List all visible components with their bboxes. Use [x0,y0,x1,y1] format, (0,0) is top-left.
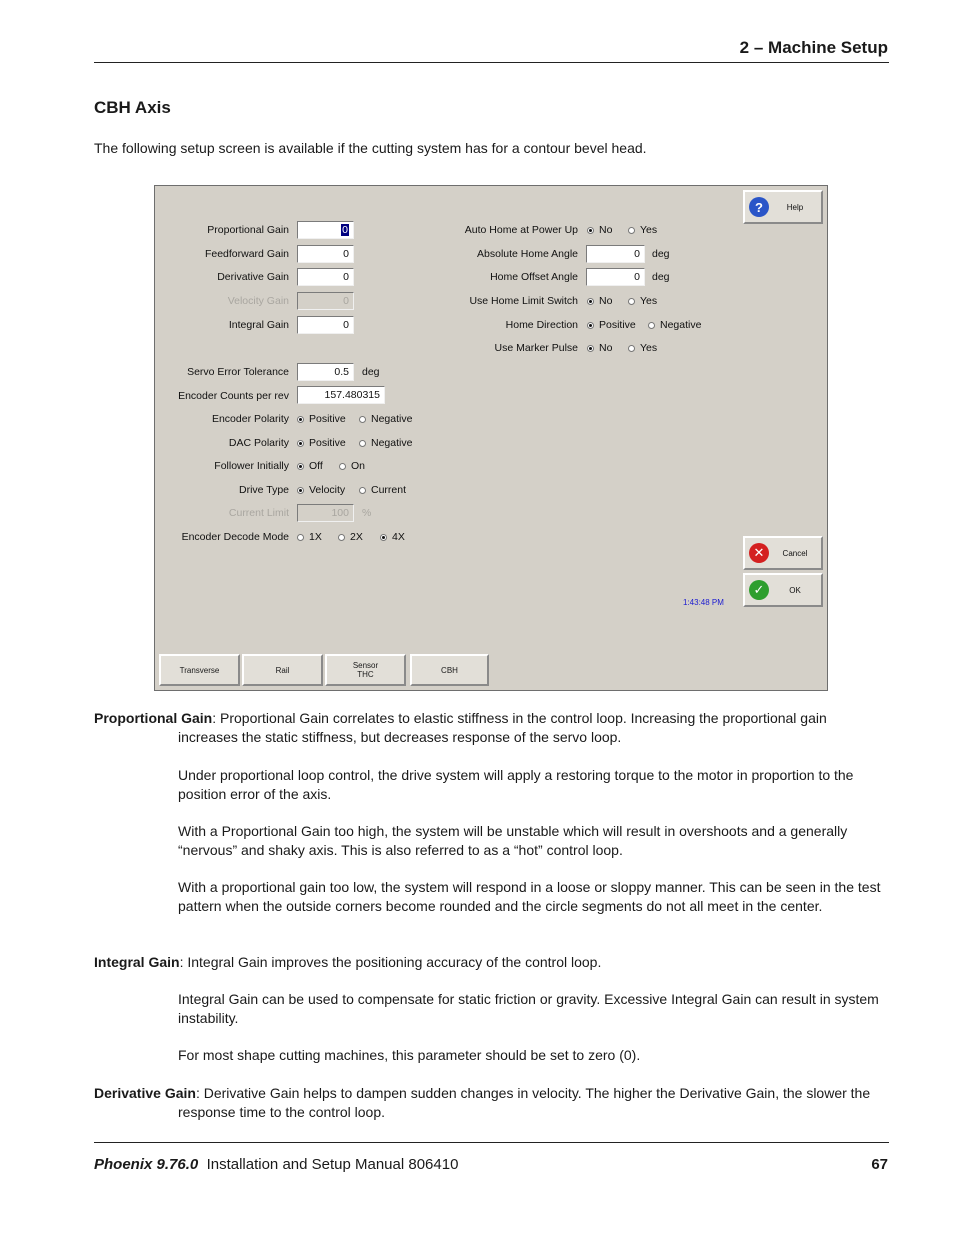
radio-label: Positive [599,319,636,331]
servo-error-tolerance-label: Servo Error Tolerance [187,366,289,378]
proportional-gain-value: 0 [342,224,348,236]
derivative-gain-label: Derivative Gain [217,271,289,283]
home-limit-yes-radio[interactable] [628,295,657,307]
follower-on-radio[interactable] [339,460,365,472]
current-limit-input: 100 [297,504,354,522]
radio-label: No [599,224,613,236]
chapter-heading: 2 – Machine Setup [739,38,888,57]
radio-label: Current [371,484,407,496]
encoder-polarity-positive-radio[interactable] [297,413,346,425]
term: Proportional Gain [94,710,213,726]
ok-button[interactable] [743,573,823,607]
encoder-polarity-negative-radio[interactable] [359,413,412,425]
radio-label: 2X [350,531,363,543]
drive-type-velocity-radio[interactable] [297,484,345,496]
decode-1x-radio[interactable] [297,531,322,543]
radio-label: Negative [371,437,413,449]
servo-error-tolerance-input[interactable]: 0.5 [297,363,354,381]
help-button[interactable] [743,190,823,224]
tab-sensor-thc[interactable] [325,654,406,686]
radio-icon [359,440,366,447]
page-number: 67 [871,1156,888,1173]
radio-selected-icon [587,298,594,305]
definition: : Proportional Gain correlates to elastic stiffness in the control loop. Increasing the proportional gain increases the static stiffness, but decreases response of the servo loop. [178,710,827,745]
home-limit-no-radio[interactable] [587,295,612,307]
radio-icon [359,416,366,423]
radio-selected-icon [297,463,304,470]
proportional-gain-label: Proportional Gain [207,224,289,236]
cancel-icon: ✕ [749,543,769,563]
intro-text: The following setup screen is available if the cutting system has for a contour bevel head. [94,140,647,156]
term: Derivative Gain [94,1085,196,1101]
integral-gain-input[interactable]: 0 [297,316,354,334]
integral-gain-label: Integral Gain [228,319,289,331]
integral-gain-definition [94,953,889,972]
absolute-home-angle-input[interactable]: 0 [586,245,645,263]
clock: 1:43:48 PM [683,598,724,607]
cancel-button[interactable] [743,536,823,570]
home-offset-angle-unit: deg [652,271,670,283]
dac-polarity-positive-radio[interactable] [297,437,346,449]
radio-label: 4X [392,531,405,543]
footer-rule [94,1142,889,1143]
use-home-limit-label: Use Home Limit Switch [469,295,578,307]
radio-icon [628,345,635,352]
tab-cbh[interactable]: CBH [410,654,489,686]
paragraph: For most shape cutting machines, this parameter should be set to zero (0). [178,1047,641,1063]
radio-icon [359,487,366,494]
tab-label-line2: THC [357,670,374,679]
header-rule [94,62,889,63]
radio-selected-icon [297,440,304,447]
dac-polarity-label: DAC Polarity [228,437,289,449]
radio-label: Positive [309,437,346,449]
tab-rail[interactable]: Rail [242,654,323,686]
use-marker-pulse-label: Use Marker Pulse [494,342,578,354]
radio-label: Positive [309,413,346,425]
radio-icon [628,298,635,305]
cancel-button-label: Cancel [782,548,808,558]
home-direction-negative-radio[interactable] [648,319,701,331]
encoder-decode-mode-label: Encoder Decode Mode [181,531,289,543]
radio-selected-icon [297,416,304,423]
servo-error-unit: deg [362,366,380,378]
product-name: Phoenix 9.76.0 [94,1156,199,1173]
encoder-counts-label: Encoder Counts per rev [178,390,289,402]
radio-selected-icon [380,534,387,541]
radio-label: Negative [660,319,702,331]
radio-label: Yes [640,224,658,236]
radio-label: Off [309,460,323,472]
radio-label: 1X [309,531,322,543]
absolute-home-angle-unit: deg [652,248,670,260]
radio-selected-icon [587,322,594,329]
definition: : Integral Gain improves the positioning accuracy of the control loop. [179,954,602,970]
velocity-gain-input: 0 [297,292,354,310]
home-offset-angle-label: Home Offset Angle [490,271,578,283]
radio-selected-icon [297,487,304,494]
term: Integral Gain [94,954,180,970]
marker-pulse-yes-radio[interactable] [628,342,657,354]
home-direction-positive-radio[interactable] [587,319,636,331]
ok-button-label: OK [789,585,801,595]
setup-screen [154,185,828,691]
encoder-counts-input[interactable]: 157.480315 [297,386,385,404]
radio-icon [297,534,304,541]
radio-label: No [599,342,613,354]
drive-type-label: Drive Type [239,484,289,496]
radio-icon [628,227,635,234]
auto-home-no-radio[interactable] [587,224,612,236]
definition: : Derivative Gain helps to dampen sudden changes in velocity. The higher the Derivative Gain, the slower the response time to the control loop. [178,1085,871,1120]
home-direction-label: Home Direction [505,319,578,331]
tab-transverse[interactable]: Transverse [159,654,240,686]
home-offset-angle-input[interactable]: 0 [586,268,645,286]
decode-4x-radio[interactable] [380,531,405,543]
encoder-polarity-label: Encoder Polarity [211,413,289,425]
section-title: CBH Axis [94,98,171,117]
follower-off-radio[interactable] [297,460,323,472]
paragraph: With a Proportional Gain too high, the system will be unstable which will result in overshoots and a generally “nervous” and shaky axis. This is also referred to as a “hot” control loop. [178,823,848,858]
tab-label-line1: Sensor [352,661,379,670]
radio-label: Negative [371,413,413,425]
manual-name: Installation and Setup Manual 806410 [206,1156,459,1173]
marker-pulse-no-radio[interactable] [587,342,612,354]
help-icon: ? [749,197,769,217]
radio-label: Velocity [309,484,346,496]
radio-selected-icon [587,227,594,234]
radio-icon [338,534,345,541]
decode-2x-radio[interactable] [338,531,363,543]
current-limit-label: Current Limit [228,507,289,519]
paragraph: With a proportional gain too low, the system will respond in a loose or sloppy manner. This can be seen in the test pattern when the outside corners become rounded and the circle segments do not all meet in the center. [178,879,881,914]
feedforward-gain-label: Feedforward Gain [204,248,289,260]
footer-title [94,1156,458,1173]
feedforward-gain-input[interactable]: 0 [297,245,354,263]
ok-icon: ✓ [749,580,769,600]
proportional-gain-input[interactable] [297,221,354,239]
radio-label: Yes [640,342,658,354]
drive-type-current-radio[interactable] [359,484,406,496]
radio-label: Yes [640,295,658,307]
paragraph: Integral Gain can be used to compensate for static friction or gravity. Excessive Integral Gain can result in system instability. [178,991,879,1026]
auto-home-label: Auto Home at Power Up [464,224,578,236]
derivative-gain-definition [94,1084,889,1122]
absolute-home-angle-label: Absolute Home Angle [477,248,578,260]
radio-icon [339,463,346,470]
help-button-label: Help [786,202,804,212]
radio-icon [648,322,655,329]
auto-home-yes-radio[interactable] [628,224,657,236]
radio-selected-icon [587,345,594,352]
paragraph: Under proportional loop control, the drive system will apply a restoring torque to the motor in proportion to the position error of the axis. [178,767,854,802]
radio-label: No [599,295,613,307]
current-limit-unit: % [362,507,372,519]
derivative-gain-input[interactable]: 0 [297,268,354,286]
follower-initially-label: Follower Initially [214,460,289,472]
dac-polarity-negative-radio[interactable] [359,437,412,449]
velocity-gain-label: Velocity Gain [227,295,289,307]
radio-label: On [351,460,366,472]
proportional-gain-definition [94,709,889,747]
